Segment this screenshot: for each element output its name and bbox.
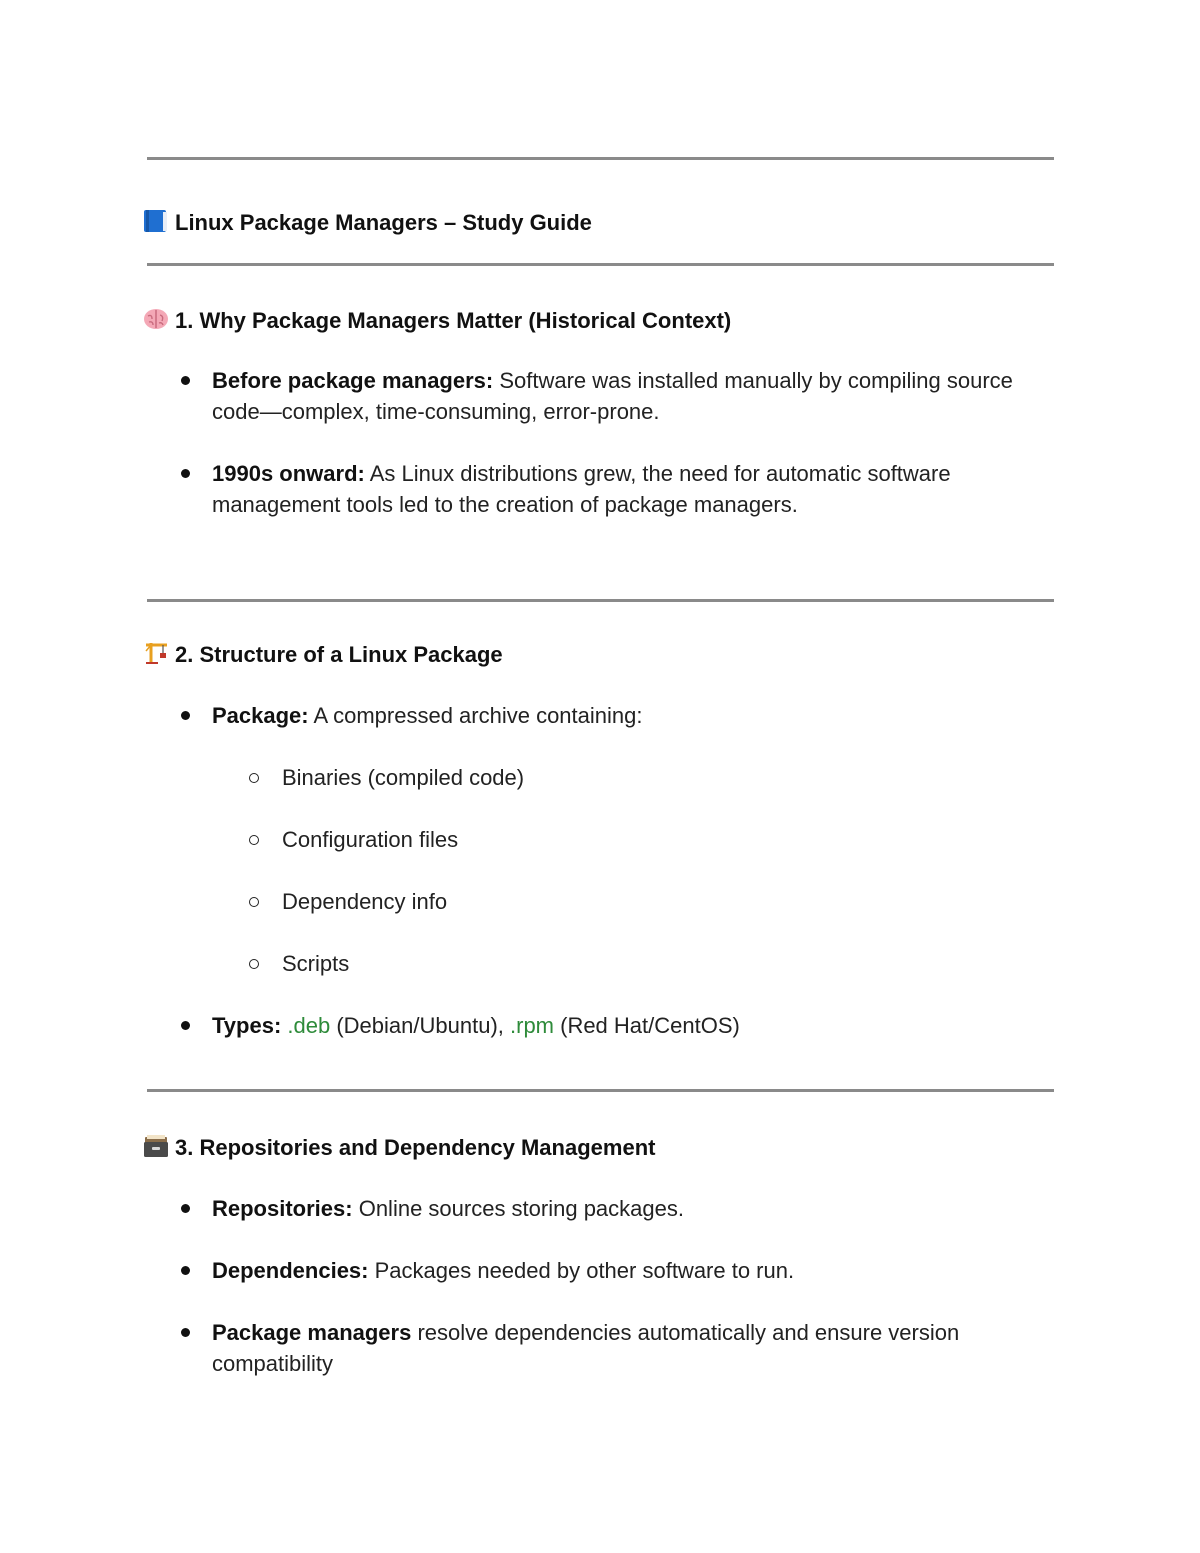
bullet-text: A compressed archive containing:: [308, 703, 643, 728]
sub-list-item: Scripts: [282, 948, 982, 979]
title-text: Linux Package Managers – Study Guide: [175, 210, 592, 235]
list-item-repositories: [212, 1193, 1032, 1224]
section-3-heading-text: 3. Repositories and Dependency Management: [175, 1135, 656, 1160]
bullet-label: Dependencies:: [212, 1258, 369, 1283]
sub-list-item: Binaries (compiled code): [282, 762, 982, 793]
list-item-dependencies: [212, 1255, 1032, 1286]
divider-under-title: [147, 263, 1054, 266]
deb-extension: .deb: [287, 1013, 331, 1038]
section-2-heading-text: 2. Structure of a Linux Package: [175, 642, 503, 667]
document-title: [143, 209, 592, 236]
construction-crane-icon: [143, 641, 169, 663]
bullet-label: Package managers: [212, 1320, 412, 1345]
list-item-1990s-onward: [212, 458, 1032, 520]
divider-top: [147, 157, 1054, 160]
brain-icon: [143, 307, 169, 329]
list-item-package: [212, 700, 1032, 731]
list-item-before-package-managers: [212, 365, 1032, 427]
sub-list-item: Dependency info: [282, 886, 982, 917]
list-item-package-managers: [212, 1317, 1032, 1379]
list-item-types: [212, 1010, 1032, 1041]
deb-description: (Debian/Ubuntu),: [330, 1013, 510, 1038]
bullet-label: Repositories:: [212, 1196, 353, 1221]
card-file-box-icon: [143, 1134, 169, 1156]
section-1-heading: [143, 307, 731, 334]
section-2-heading: [143, 641, 503, 668]
bullet-label: Before package managers:: [212, 368, 494, 393]
bullet-label: 1990s onward:: [212, 461, 365, 486]
bullet-label: Package:: [212, 703, 309, 728]
bullet-text: resolve dependencies automatically and ensure version compatibility: [212, 1320, 960, 1376]
divider-section-3: [147, 1089, 1054, 1092]
blue-book-icon: [143, 209, 169, 231]
bullet-label: Types:: [212, 1013, 282, 1038]
bullet-text: Packages needed by other software to run.: [368, 1258, 795, 1283]
bullet-text: Online sources storing packages.: [352, 1196, 684, 1221]
rpm-description: (Red Hat/CentOS): [554, 1013, 740, 1038]
section-1-heading-text: 1. Why Package Managers Matter (Historical Context): [175, 308, 732, 333]
rpm-extension: .rpm: [510, 1013, 554, 1038]
bullet-text: As Linux distributions grew, the need for automatic software management tools led to the creation of package managers.: [212, 461, 951, 517]
sub-list-item: Configuration files: [282, 824, 982, 855]
section-3-heading: [143, 1134, 655, 1161]
bullet-text: Software was installed manually by compiling source code—complex, time-consuming, error-prone.: [212, 368, 1013, 424]
divider-section-2: [147, 599, 1054, 602]
